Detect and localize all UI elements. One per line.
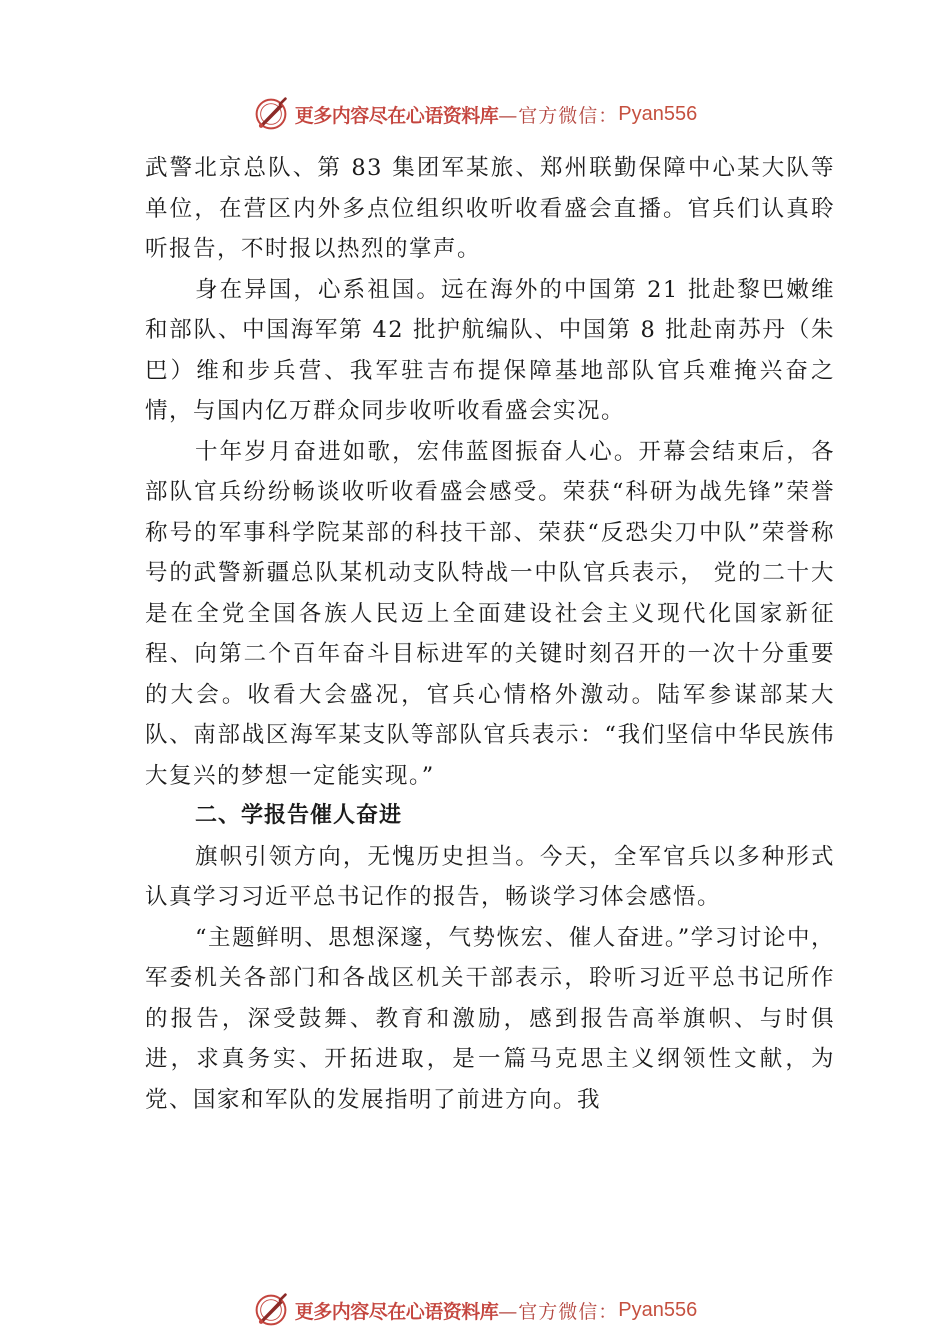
paragraph-5: “主题鲜明、思想深邃，气势恢宏、催人奋进。”学习讨论中，军委机关各部门和各战区机关干部表示，聆听习近平总书记所作的报告，深受鼓舞、教育和激励，感到报告高举旗帜、与时俱进，求真务实、开拓进取，是一篇马克思主义纲领性文献，为党、国家和军队的发展指明了前进方向。我 <box>145 924 835 1113</box>
paragraph-4: 旗帜引领方向，无愧历史担当。今天，全军官兵以多种形式认真学习习近平总书记作的报告，畅谈学习体会感悟。 <box>145 843 835 910</box>
header-watermark-banner <box>0 94 950 134</box>
document-body <box>145 148 835 1120</box>
brush-logo-icon <box>253 96 289 132</box>
paragraph-3: 十年岁月奋进如歌，宏伟蓝图振奋人心。开幕会结束后，各部队官兵纷纷畅谈收听收看盛会感受。荣获“科研为战先锋”荣誉称号的军事科学院某部的科技干部、荣获“反恐尖刀中队”荣誉称号的武警新疆总队某机动支队特战一中队官兵表示， 党的二十大是在全党全国各族人民迈上全面建设社会主义现代化国家新征程、向第二个百年奋斗目标进军的关键时刻召开的一次十分重要的大会。收看大会盛况，官兵心情格外激动。陆军参谋部某大队、南部战区海军某支队等部队官兵表示：“我们坚信中华民族伟大复兴的梦想一定能实现。” <box>145 438 835 789</box>
banner-library-text: 更多内容尽在心语资料库 <box>294 104 499 127</box>
paragraph-2: 身在异国，心系祖国。远在海外的中国第 21 批赴黎巴嫩维和部队、中国海军第 42 批护航编队、中国第 8 批赴南苏丹（朱巴）维和步兵营、我军驻吉布提保障基地部队官兵难掩兴奋之情，与国内亿万群众同步收听收看盛会实况。 <box>145 276 835 424</box>
banner-wechat-label: —官方微信： <box>498 1300 619 1323</box>
banner-wechat-label: —官方微信： <box>498 104 619 127</box>
banner-wechat-id: Pyan556 <box>618 102 698 125</box>
banner-wechat-id: Pyan556 <box>618 1298 698 1321</box>
paragraph-1: 武警北京总队、第 83 集团军某旅、郑州联勤保障中心某大队等单位，在营区内外多点位组织收听收看盛会直播。官兵们认真聆听报告，不时报以热烈的掌声。 <box>145 155 835 262</box>
brush-logo-icon <box>253 1292 289 1328</box>
section-heading: 二、学报告催人奋进 <box>195 803 403 828</box>
footer-watermark-banner <box>0 1290 950 1330</box>
banner-library-text: 更多内容尽在心语资料库 <box>294 1300 499 1323</box>
